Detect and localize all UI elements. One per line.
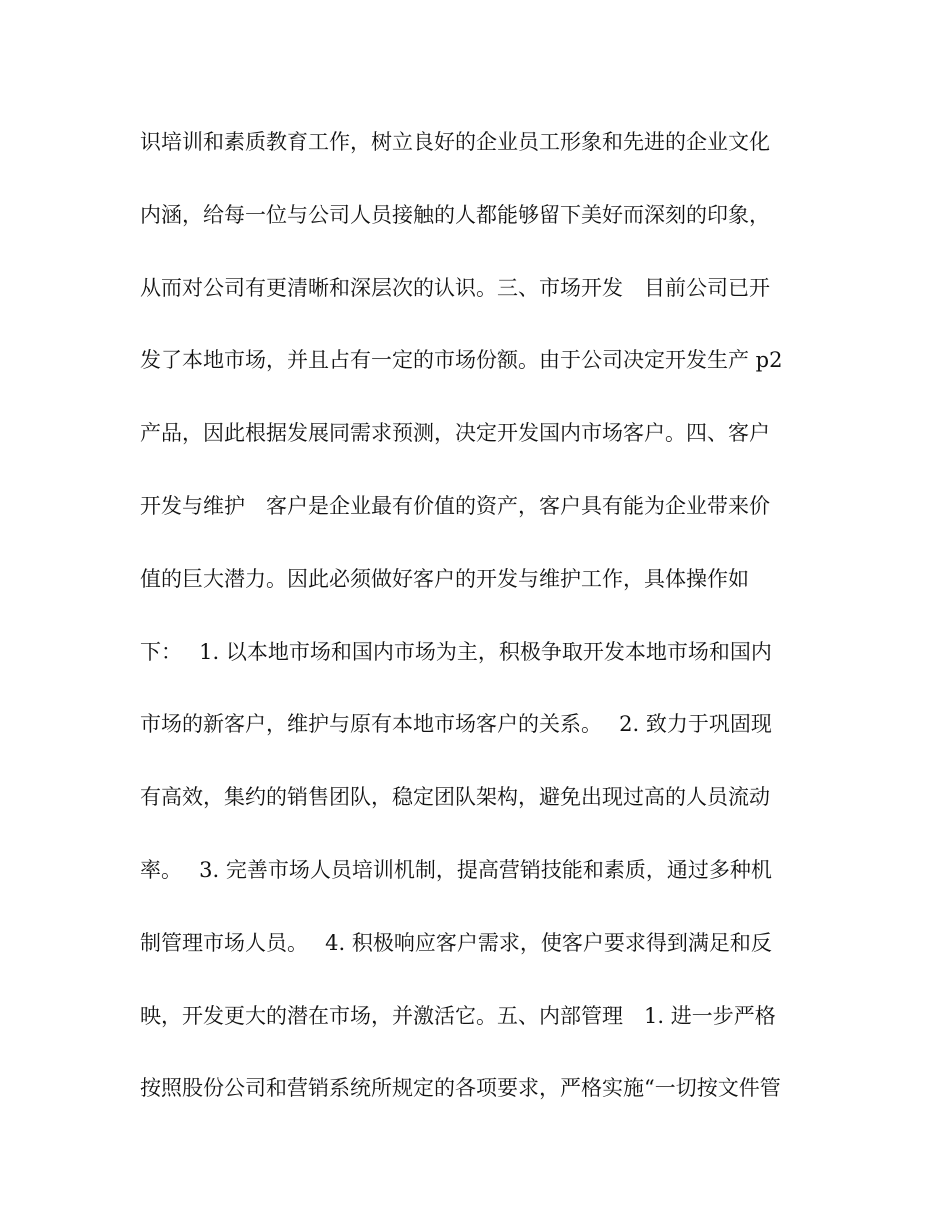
text-line-3: 从而对公司有更清晰和深层次的认识。三、市场开发 目前公司已开 bbox=[140, 275, 770, 300]
text-line-4: 发了本地市场，并且占有一定的市场份额。由于公司决定开发生产 p2 bbox=[140, 348, 783, 373]
text-line-6: 开发与维护 客户是企业最有价值的资产，客户具有能为企业带来价 bbox=[140, 493, 770, 518]
text-line-9: 市场的新客户，维护与原有本地市场客户的关系。 2. 致力于巩固现 bbox=[140, 712, 772, 737]
text-line-2: 内涵，给每一位与公司人员接触的人都能够留下美好而深刻的印象， bbox=[140, 202, 770, 227]
text-line-13: 映，开发更大的潜在市场，并激活它。五、内部管理 1. 进一步严格 bbox=[140, 1003, 776, 1028]
text-line-1: 识培训和素质教育工作，树立良好的企业员工形象和先进的企业文化 bbox=[140, 130, 770, 154]
text-line-10: 有高效，集约的销售团队，稳定团队架构，避免出现过高的人员流动 bbox=[140, 785, 770, 810]
text-line-14: 按照股份公司和营销系统所规定的各项要求，严格实施“一切按文件管 bbox=[140, 1076, 781, 1101]
text-line-12: 制管理市场人员。 4. 积极响应客户需求，使客户要求得到满足和反 bbox=[140, 930, 772, 955]
text-line-7: 值的巨大潜力。因此必须做好客户的开发与维护工作，具体操作如 bbox=[140, 566, 749, 591]
text-line-8: 下： 1. 以本地市场和国内市场为主，积极争取开发本地市场和国内 bbox=[140, 639, 772, 664]
text-line-11: 率。 3. 完善市场人员培训机制，提高营销技能和素质，通过多种机 bbox=[140, 857, 772, 882]
text-line-5: 产品，因此根据发展同需求预测，决定开发国内市场客户。四、客户 bbox=[140, 421, 770, 446]
body-text bbox=[140, 122, 805, 1141]
